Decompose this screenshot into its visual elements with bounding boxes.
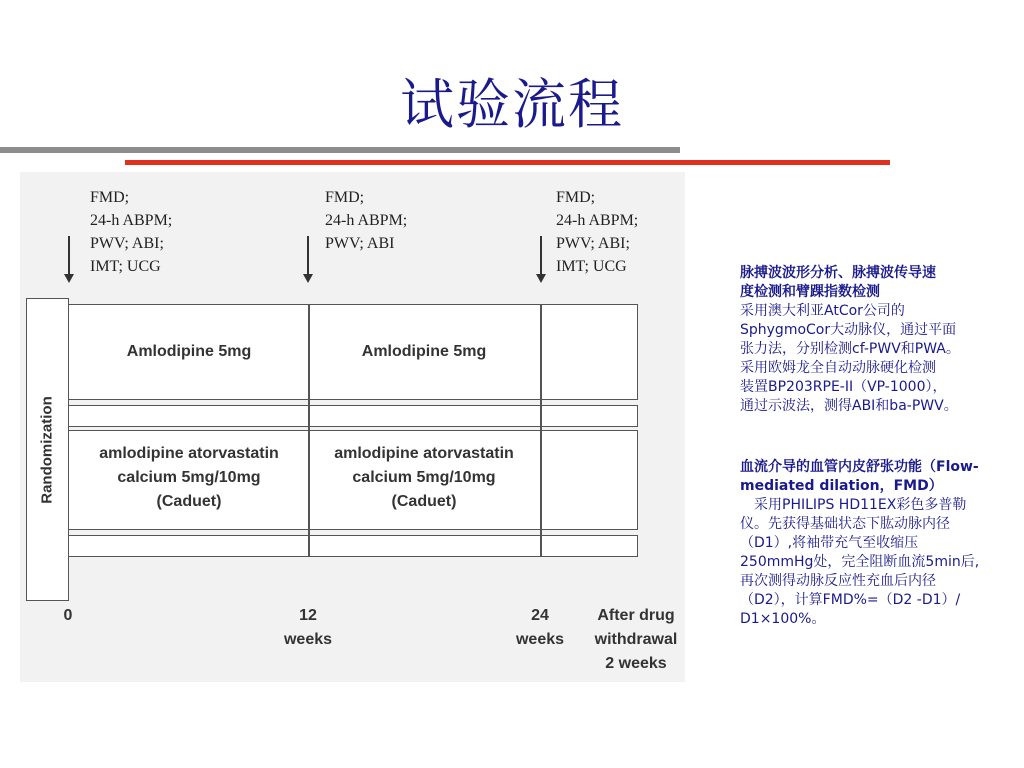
- fmd-description: 采用PHILIPS HD11EX彩色多普勒 仪。先获得基础状态下肱动脉内径 （D1）,将袖带充气至收缩压 250mmHg处，完全阻断血流5min后, 再次测得动脉反应性充血后内径 （D2），计算FMD%=（D2 -D1）/ D1×100%。: [740, 497, 980, 627]
- timeline-week0: 0: [63, 607, 73, 624]
- pwv-abi-heading: 脉搏波波形分析、脉搏波传导速 度检测和臂踝指数检测: [740, 265, 936, 300]
- title-divider-gray: [0, 147, 680, 153]
- timeline-after-withdrawal: After drug withdrawal 2 weeks: [594, 607, 678, 672]
- title-divider-red: [125, 160, 890, 165]
- timepoint-note-week24: FMD; 24-h ABPM; PWV; ABI; IMT; UCG: [556, 189, 639, 275]
- timeline-week12: 12 weeks: [283, 607, 333, 648]
- week24-divider: [540, 304, 542, 557]
- randomization-label: Randomization: [38, 396, 56, 504]
- arrowhead-week12: [303, 274, 313, 283]
- arm2-phase2-label: amlodipine atorvastatin calcium 5mg/10mg (Caduet): [334, 445, 514, 510]
- arm1-phase1-label: Amlodipine 5mg: [126, 343, 252, 360]
- timeline-week24: 24 weeks: [515, 607, 565, 648]
- down-arrow-week12: [307, 236, 309, 276]
- timepoint-note-week12: FMD; 24-h ABPM; PWV; ABI: [325, 189, 408, 252]
- arm1-phase2-label: Amlodipine 5mg: [361, 343, 487, 360]
- timepoint-note-baseline: FMD; 24-h ABPM; PWV; ABI; IMT; UCG: [90, 189, 173, 275]
- down-arrow-baseline: [68, 236, 70, 276]
- pwv-abi-description: 采用澳大利亚AtCor公司的 SphygmoCor大动脉仪，通过平面 张力法，分别检测cf-PWV和PWA。 采用欧姆龙全自动动脉硬化检测 装置BP203RPE-II（VP-1000）， 通过示波法，测得ABI和ba-PWV。: [740, 303, 960, 414]
- fmd-section: [740, 458, 1022, 629]
- fmd-heading: 血流介导的血管内皮舒张功能（Flow- mediated dilation，FMD）: [740, 459, 979, 494]
- arrowhead-week24: [536, 274, 546, 283]
- arm2-phase1-label: amlodipine atorvastatin calcium 5mg/10mg (Caduet): [99, 445, 279, 510]
- separator-band-lower: [68, 535, 638, 557]
- arrowhead-baseline: [64, 274, 74, 283]
- down-arrow-week24: [540, 236, 542, 276]
- pwv-abi-section: [740, 264, 1022, 416]
- slide-title: 试验流程: [400, 73, 624, 136]
- separator-band-upper: [68, 405, 638, 427]
